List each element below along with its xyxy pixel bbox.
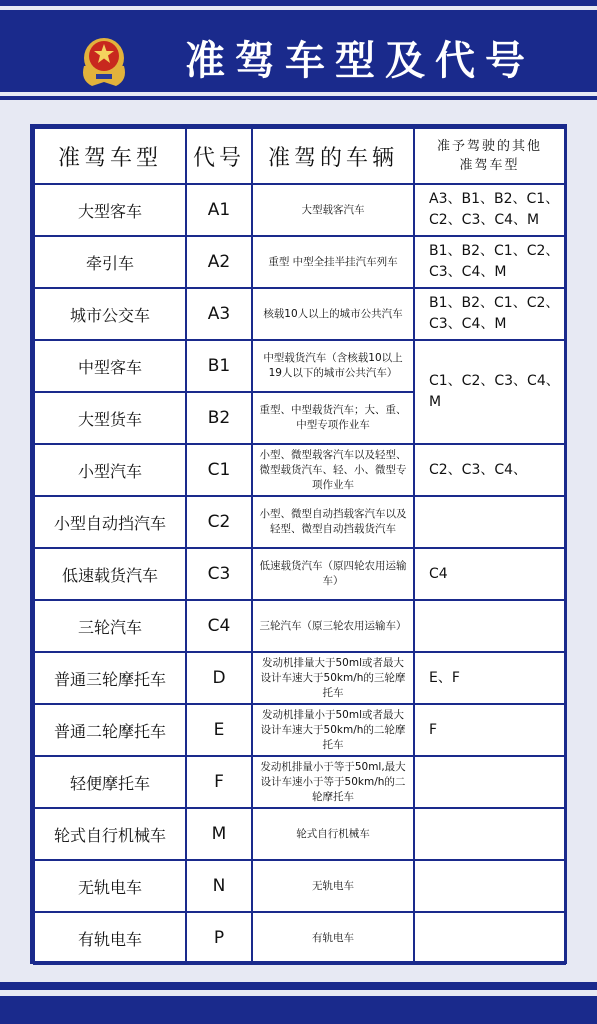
license-code: A3 (186, 288, 252, 340)
bottom-border-thick (0, 996, 597, 1024)
table-row (34, 600, 565, 652)
permitted-vehicle: 小型、微型载客汽车以及轻型、微型载货汽车、轻、小、微型专项作业车 (252, 444, 414, 496)
license-type: 城市公交车 (34, 288, 186, 340)
column-header-code: 代号 (186, 128, 252, 184)
license-type: 有轨电车 (34, 912, 186, 964)
table-row (34, 548, 565, 600)
permitted-vehicle: 发动机排量大于50ml或者最大设计车速大于50km/h的三轮摩托车 (252, 652, 414, 704)
license-code: C2 (186, 496, 252, 548)
table-row (34, 860, 565, 912)
license-code: N (186, 860, 252, 912)
license-type: 小型自动挡汽车 (34, 496, 186, 548)
permitted-vehicle: 小型、微型自动挡载客汽车以及轻型、微型自动挡载货汽车 (252, 496, 414, 548)
permitted-vehicle: 三轮汽车（原三轮农用运输车） (252, 600, 414, 652)
license-code: E (186, 704, 252, 756)
table-row (34, 184, 565, 236)
other-permitted-types: C1、C2、C3、C4、M (414, 340, 565, 444)
license-code: B2 (186, 392, 252, 444)
table-row (34, 444, 565, 496)
license-type: 大型客车 (34, 184, 186, 236)
police-emblem-icon (78, 30, 130, 90)
license-code: D (186, 652, 252, 704)
license-type: 普通二轮摩托车 (34, 704, 186, 756)
table-row (34, 652, 565, 704)
top-border (0, 0, 597, 6)
license-code: M (186, 808, 252, 860)
license-type: 中型客车 (34, 340, 186, 392)
other-permitted-types: B1、B2、C1、C2、C3、C4、M (414, 288, 565, 340)
license-type: 轻便摩托车 (34, 756, 186, 808)
license-code: A2 (186, 236, 252, 288)
other-permitted-types (414, 912, 565, 964)
other-permitted-types: E、F (414, 652, 565, 704)
other-permitted-types: F (414, 704, 565, 756)
other-permitted-types: C4 (414, 548, 565, 600)
permitted-vehicle: 无轨电车 (252, 860, 414, 912)
license-type: 低速载货汽车 (34, 548, 186, 600)
table-row (34, 912, 565, 964)
other-permitted-types (414, 600, 565, 652)
license-code: F (186, 756, 252, 808)
column-header-other (414, 128, 565, 184)
other-permitted-types (414, 808, 565, 860)
header-banner (0, 10, 597, 92)
permitted-vehicle: 发动机排量小于等于50ml,最大设计车速小于等于50km/h的二轮摩托车 (252, 756, 414, 808)
permitted-vehicle: 发动机排量小于50ml或者最大设计车速大于50km/h的二轮摩托车 (252, 704, 414, 756)
column-header-other-line1: 准予驾驶的其他 (436, 139, 542, 154)
other-permitted-types (414, 756, 565, 808)
other-permitted-types: B1、B2、C1、C2、C3、C4、M (414, 236, 565, 288)
other-permitted-types (414, 860, 565, 912)
table-row (34, 288, 565, 340)
license-type: 普通三轮摩托车 (34, 652, 186, 704)
other-permitted-types: A3、B1、B2、C1、C2、C3、C4、M (414, 184, 565, 236)
license-type: 轮式自行机械车 (34, 808, 186, 860)
permitted-vehicle: 低速载货汽车（原四轮农用运输车） (252, 548, 414, 600)
permitted-vehicle: 重型 中型全挂半挂汽车列车 (252, 236, 414, 288)
permitted-vehicle: 重型、中型载货汽车；大、重、中型专项作业车 (252, 392, 414, 444)
license-type: 大型货车 (34, 392, 186, 444)
table-header-row (34, 128, 565, 184)
license-code: C3 (186, 548, 252, 600)
license-type: 三轮汽车 (34, 600, 186, 652)
permitted-vehicle: 大型载客汽车 (252, 184, 414, 236)
license-code: B1 (186, 340, 252, 392)
license-class-table (30, 124, 567, 964)
license-type: 小型汽车 (34, 444, 186, 496)
column-header-other-line2: 准驾车型 (459, 158, 520, 173)
table-row (34, 808, 565, 860)
table-row (34, 496, 565, 548)
other-permitted-types (414, 496, 565, 548)
column-header-type: 准驾车型 (34, 128, 186, 184)
permitted-vehicle: 轮式自行机械车 (252, 808, 414, 860)
permitted-vehicle: 中型载货汽车（含核载10以上19人以下的城市公共汽车） (252, 340, 414, 392)
table-row (34, 340, 565, 392)
table-row (34, 756, 565, 808)
column-header-vehicle: 准驾的车辆 (252, 128, 414, 184)
license-type: 无轨电车 (34, 860, 186, 912)
table-row (34, 236, 565, 288)
license-code: C1 (186, 444, 252, 496)
license-code: A1 (186, 184, 252, 236)
header-underline (0, 96, 597, 100)
page-title: 准驾车型及代号 (185, 38, 535, 84)
permitted-vehicle: 核载10人以上的城市公共汽车 (252, 288, 414, 340)
other-permitted-types: C2、C3、C4、 (414, 444, 565, 496)
table-row (34, 704, 565, 756)
permitted-vehicle: 有轨电车 (252, 912, 414, 964)
bottom-border-thin (0, 982, 597, 990)
license-code: P (186, 912, 252, 964)
license-code: C4 (186, 600, 252, 652)
license-type: 牵引车 (34, 236, 186, 288)
